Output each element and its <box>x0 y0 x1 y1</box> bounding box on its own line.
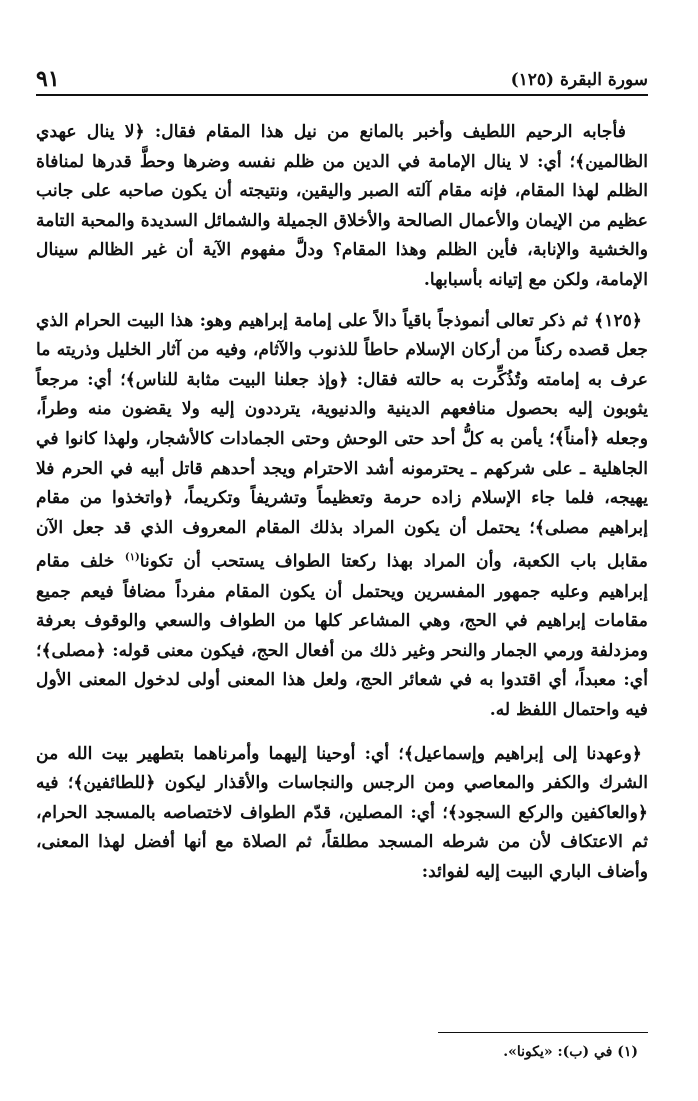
paragraph: ﴿وعهدنا إلى إبراهيم وإسماعيل﴾؛ أي: أوحينا إليهما وأمرناهما بتطهير بيت الله من الشرك والكفر والمعاصي ومن الرجس والنجاسات والأقذار ليكون ﴿للطائفين﴾؛ فيه ﴿والعاكفين والركع السجود﴾؛ أي: المصلين، قدّم الطواف لاختصاصه بالمسجد الحرام، ثم الاعتكاف لأن من شرطه المسجد مطلقاً، ثم الصلاة مع أنها أفضل لهذا المعنى، وأضاف الباري البيت إليه لفوائد: <box>36 743 648 882</box>
paragraph-part: خلف مقام إبراهيم وعليه جمهور المفسرين ويحتمل أن يكون المقام مفرداً مضافاً فيعم جميع مقامات إبراهيم في الحج، وهي المشاعر كلها من الطواف والسعي والوقوف بعرفة ومزدلفة ورمي الجمار والنحر وغير ذلك من أفعال الحج، فيكون معنى قوله: ﴿مصلى﴾؛ أي: معبداً، أي اقتدوا به في شعائر الحج، ولعل هذا المعنى أولى لدخول المعنى الأول فيه واحتمال اللفظ له. <box>36 552 648 721</box>
page-header <box>36 60 648 96</box>
paragraph <box>36 307 648 726</box>
paragraph-part: ﴿١٢٥﴾ ثم ذكر تعالى أنموذجاً باقياً دالاً على إمامة إبراهيم وهو: هذا البيت الحرام الذي جعل قصده ركناً من أركان الإسلام حاطاً للذنوب والآثام، وفيه من آثار الخليل وذريته ما عرف به إمامته وتُذُكِّرت به حالته فقال: ﴿وإذ جعلنا البيت مثابة للناس﴾؛ أي: مرجعاً يثوبون إليه بحصول منافعهم الدينية والدنيوية، يترددون إليه ولا يقضون منه وطراً، وجعله ﴿أمناً﴾؛ يأمن به كلُّ أحد حتى الوحش وحتى الجمادات كالأشجار، ولهذا كانوا في الجاهلية ـ على شركهم ـ يحترمونه أشد الاحترام ويجد أحدهم قاتل أبيه في الحرم فلا يهيجه، فلما جاء الإسلام زاده حرمة وتعظيماً وتشريفاً وتكريماً، ﴿واتخذوا من مقام إبراهيم مصلى﴾؛ يحتمل أن يكون المراد بذلك المقام المعروف الذي قد جعل الآن مقابل باب الكعبة، وأن المراد بهذا ركعتا الطواف يستحب أن تكونا <box>36 310 648 573</box>
footnote: (١) في (ب): «يكونا». <box>503 1044 638 1060</box>
page-number: ٩١ <box>36 66 60 92</box>
paragraph: فأجابه الرحيم اللطيف وأخبر بالمانع من نيل هذا المقام فقال: ﴿لا ينال عهدي الظالمين﴾؛ أي: لا ينال الإمامة في الدين من ظلم نفسه وضرها وحطَّ قدرها لمنافاة الظلم لهذا المقام، فإنه مقام آلته الصبر واليقين، ونتيجته أن يكون صاحبه على جانب عظيم من الإيمان والأعمال الصالحة والأخلاق الجميلة والشمائل السديدة والمحبة التامة والخشية والإنابة، فأين الظلم وهذا المقام؟ ودلَّ مفهوم الآية أن غير الظالم سينال الإمامة، ولكن مع إتيانه بأسبابها. <box>36 122 648 290</box>
surah-title: سورة البقرة (١٢٥) <box>510 70 648 90</box>
main-text <box>36 118 648 888</box>
footnote-divider <box>438 1032 648 1033</box>
footnote-marker: (١) <box>124 552 140 564</box>
